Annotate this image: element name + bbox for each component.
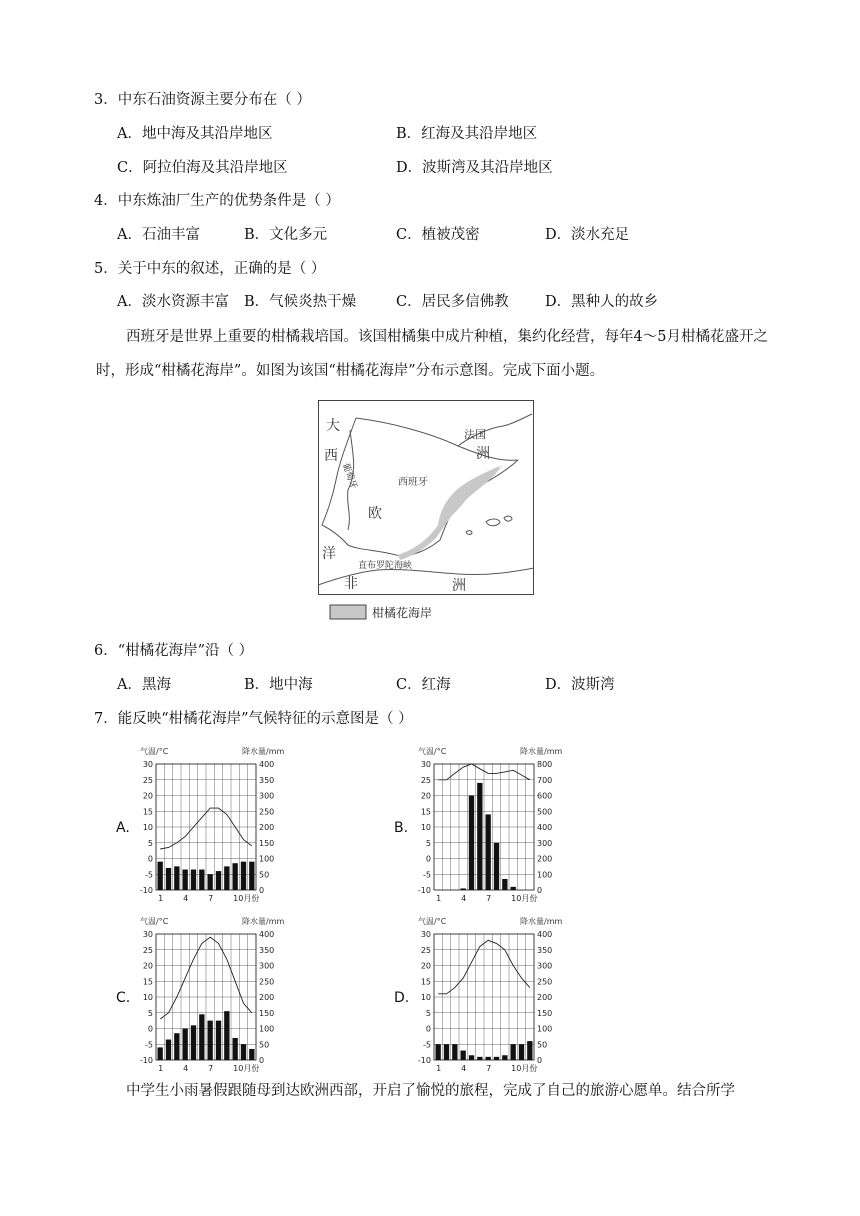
precip-tick-label: 200: [259, 993, 275, 1002]
precip-bar: [224, 866, 229, 890]
label-gibraltar: 直布罗陀海峡: [358, 561, 413, 571]
q6-option-d[interactable]: D．波斯湾: [545, 677, 615, 693]
temp-tick-label: 5: [147, 1008, 153, 1018]
q5-option-c[interactable]: C．居民多信佛教: [396, 294, 509, 310]
precip-tick-label: 800: [537, 760, 553, 769]
label-france: 法国: [464, 428, 486, 441]
precip-bar: [519, 1044, 524, 1060]
spain-citrus-coast-map: [318, 400, 534, 626]
precip-axis-label: 降水量/mm: [242, 917, 285, 926]
temp-tick-label: 10: [420, 993, 431, 1002]
precip-bar: [216, 1021, 221, 1060]
precip-tick-label: 300: [537, 961, 553, 971]
temp-axis-label: 气温/°C: [418, 917, 447, 926]
temp-tick-label: 20: [142, 961, 153, 971]
temp-axis-label: 气温/°C: [140, 747, 169, 756]
precip-tick-label: 400: [259, 930, 275, 939]
precip-tick-label: 250: [537, 977, 553, 987]
q4-option-b[interactable]: B．文化多元: [244, 227, 328, 243]
month-tick-label: 1: [436, 1064, 442, 1073]
precip-tick-label: 200: [537, 993, 553, 1002]
legend-swatch: [330, 605, 366, 619]
menorca-island: [504, 516, 512, 521]
temp-tick-label: 30: [420, 930, 431, 939]
temp-tick-label: 10: [142, 823, 153, 832]
question-7-stem: 7．能反映“柑橘花海岸”气候特征的示意图是（ ）: [94, 711, 413, 727]
month-tick-label: 7: [486, 894, 492, 903]
temp-tick-label: 0: [147, 1024, 153, 1034]
question-6-stem: 6．“柑橘花海岸”沿（ ）: [94, 643, 254, 659]
label-xi: 西: [324, 448, 338, 464]
precip-bar: [208, 1021, 213, 1060]
question-5-stem: 5．关于中东的叙述，正确的是（ ）: [94, 261, 326, 277]
label-portugal: 葡萄牙: [339, 461, 359, 491]
precip-tick-label: 300: [259, 961, 275, 971]
precip-tick-label: 100: [537, 1024, 553, 1034]
temp-tick-label: 5: [425, 1008, 431, 1018]
precip-bar: [241, 1044, 246, 1060]
precip-bar: [511, 887, 516, 890]
precip-bar: [477, 1057, 482, 1060]
label-zhou-europe: 洲: [476, 446, 490, 462]
question-3-stem: 3．中东石油资源主要分布在（ ）: [94, 92, 311, 108]
precip-tick-label: 0: [259, 886, 265, 895]
month-tick-label: 4: [183, 1064, 189, 1073]
q6-option-c[interactable]: C．红海: [396, 677, 451, 693]
precip-bar: [174, 866, 179, 890]
month-tick-label: 7: [486, 1064, 492, 1073]
temp-tick-label: -10: [139, 1056, 153, 1065]
precip-tick-label: 350: [259, 775, 275, 785]
q5-option-a[interactable]: A．淡水资源丰富: [117, 294, 229, 310]
precip-bar: [477, 783, 482, 890]
precip-tick-label: 150: [259, 838, 275, 848]
precip-bar: [208, 874, 213, 890]
ibiza-island: [466, 531, 472, 535]
q3-option-b[interactable]: B．红海及其沿岸地区: [396, 126, 538, 142]
precip-tick-label: 0: [537, 886, 543, 895]
climate-chart-a[interactable]: [114, 742, 294, 904]
chart-option-letter: B.: [394, 820, 409, 836]
precip-bar: [191, 870, 196, 890]
mallorca-island: [486, 519, 500, 526]
precip-tick-label: 150: [537, 1008, 553, 1018]
precip-tick-label: 700: [537, 775, 553, 785]
temp-tick-label: 0: [425, 854, 431, 864]
question-4-stem: 4．中东炼油厂生产的优势条件是（ ）: [94, 193, 340, 209]
legend-label: 柑橘花海岸: [372, 606, 433, 620]
precip-tick-label: 400: [259, 760, 275, 769]
q3-option-d[interactable]: D．波斯湾及其沿岸地区: [396, 160, 553, 176]
temp-tick-label: 20: [142, 791, 153, 801]
precip-bar: [233, 1038, 238, 1060]
label-da: 大: [326, 418, 340, 434]
precip-tick-label: 350: [259, 945, 275, 955]
precip-tick-label: 300: [537, 838, 553, 848]
climate-chart-d[interactable]: [392, 912, 572, 1074]
precip-tick-label: 50: [259, 1040, 270, 1050]
climate-chart-b[interactable]: [392, 742, 572, 904]
q4-option-c[interactable]: C．植被茂密: [396, 227, 480, 243]
q4-option-a[interactable]: A．石油丰富: [117, 227, 200, 243]
precip-bar: [494, 1057, 499, 1060]
precip-axis-label: 降水量/mm: [520, 917, 563, 926]
precip-tick-label: 250: [259, 977, 275, 987]
chart-option-letter: D.: [394, 990, 410, 1006]
month-tick-label: 4: [461, 894, 467, 903]
temp-tick-label: -10: [139, 886, 153, 895]
q6-option-a[interactable]: A．黑海: [117, 677, 171, 693]
precip-bar: [461, 888, 466, 890]
temp-tick-label: 20: [420, 791, 431, 801]
precip-bar: [486, 1057, 491, 1060]
month-tick-label: 4: [461, 1064, 467, 1073]
precip-bar: [216, 871, 221, 890]
precip-bar: [249, 862, 254, 890]
temp-tick-label: 10: [142, 993, 153, 1002]
precip-bar: [486, 814, 491, 890]
month-tick-label: 1: [158, 894, 164, 903]
temp-tick-label: 5: [425, 838, 431, 848]
label-fei: 非: [344, 576, 358, 592]
month-tick-label: 10月份: [511, 894, 538, 903]
precip-bar: [502, 1055, 507, 1060]
temp-tick-label: 30: [142, 760, 153, 769]
precip-bar: [241, 862, 246, 890]
precip-bar: [158, 1047, 163, 1060]
precip-bar: [461, 1051, 466, 1060]
precip-bar: [444, 1044, 449, 1060]
precip-tick-label: 250: [259, 807, 275, 817]
precip-bar: [166, 868, 171, 890]
temp-tick-label: 5: [147, 838, 153, 848]
temp-tick-label: 15: [142, 977, 153, 987]
temp-tick-label: 25: [142, 775, 153, 785]
precip-tick-label: 0: [537, 1056, 543, 1065]
precip-bar: [166, 1040, 171, 1060]
passage-spain-citrus: 西班牙是世界上重要的柑橘栽培国。该国柑橘集中成片种植，集约化经营，每年4～5月柑橘花盛开之时，形成“柑橘花海岸”。如图为该国“柑橘花海岸”分布示意图。完成下面小题。: [96, 329, 768, 379]
precip-bar: [469, 796, 474, 891]
precip-bar: [191, 1025, 196, 1060]
precip-bar: [199, 870, 204, 890]
month-tick-label: 1: [158, 1064, 164, 1073]
label-ou: 欧: [368, 506, 382, 522]
precip-bar: [494, 843, 499, 890]
chart-option-letter: A.: [116, 820, 130, 836]
month-tick-label: 10月份: [233, 894, 260, 903]
q5-option-b[interactable]: B．气候炎热干燥: [244, 294, 357, 310]
temp-tick-label: 25: [142, 945, 153, 955]
precip-bar: [174, 1033, 179, 1060]
precip-bar: [511, 1044, 516, 1060]
precip-tick-label: 50: [259, 870, 270, 880]
temp-tick-label: -10: [417, 1056, 431, 1065]
precip-axis-label: 降水量/mm: [520, 747, 563, 756]
temp-tick-label: -10: [417, 886, 431, 895]
precip-tick-label: 100: [259, 854, 275, 864]
precip-bar: [469, 1055, 474, 1060]
q6-option-b[interactable]: B．地中海: [244, 677, 313, 693]
temp-axis-label: 气温/°C: [418, 747, 447, 756]
temp-tick-label: -5: [145, 1040, 153, 1050]
precip-bar: [183, 1029, 188, 1061]
temp-tick-label: 20: [420, 961, 431, 971]
temp-tick-label: 25: [420, 945, 431, 955]
q4-option-d[interactable]: D．淡水充足: [545, 227, 630, 243]
precip-tick-label: 300: [259, 791, 275, 801]
precip-tick-label: 600: [537, 791, 553, 801]
label-zhou-africa: 洲: [452, 578, 466, 594]
month-tick-label: 7: [208, 1064, 214, 1073]
map-frame: [319, 401, 534, 595]
precip-axis-label: 降水量/mm: [242, 747, 285, 756]
month-tick-label: 1: [436, 894, 442, 903]
temp-tick-label: 25: [420, 775, 431, 785]
precip-tick-label: 100: [259, 1024, 275, 1034]
chart-option-letter: C.: [116, 990, 131, 1006]
temp-tick-label: 15: [420, 807, 431, 817]
temp-tick-label: 30: [142, 930, 153, 939]
temp-tick-label: -5: [423, 870, 431, 880]
precip-tick-label: 100: [537, 870, 553, 880]
month-tick-label: 10月份: [233, 1064, 260, 1073]
precip-tick-label: 200: [259, 823, 275, 832]
precip-tick-label: 50: [537, 1040, 548, 1050]
precip-bar: [436, 1044, 441, 1060]
temp-tick-label: 30: [420, 760, 431, 769]
precip-bar: [249, 1049, 254, 1060]
q5-option-d[interactable]: D．黑种人的故乡: [545, 294, 659, 310]
precip-bar: [183, 870, 188, 890]
precip-tick-label: 400: [537, 930, 553, 939]
precip-tick-label: 150: [259, 1008, 275, 1018]
precip-tick-label: 350: [537, 945, 553, 955]
precip-tick-label: 400: [537, 823, 553, 832]
passage-travel: 中学生小雨暑假跟随母到达欧洲西部，开启了愉悦的旅程，完成了自己的旅游心愿单。结合所学: [126, 1083, 735, 1099]
precip-bar: [224, 1011, 229, 1060]
precip-bar: [502, 879, 507, 890]
climate-chart-c[interactable]: [114, 912, 294, 1074]
temp-tick-label: 15: [420, 977, 431, 987]
q3-option-c[interactable]: C．阿拉伯海及其沿岸地区: [117, 160, 288, 176]
temp-tick-label: -5: [423, 1040, 431, 1050]
temp-tick-label: -5: [145, 870, 153, 880]
precip-tick-label: 500: [537, 807, 553, 817]
precip-bar: [527, 1041, 532, 1060]
month-tick-label: 10月份: [511, 1064, 538, 1073]
precip-tick-label: 0: [259, 1056, 265, 1065]
temp-tick-label: 15: [142, 807, 153, 817]
precip-bar: [452, 1044, 457, 1060]
precip-bar: [199, 1014, 204, 1060]
temp-tick-label: 10: [420, 823, 431, 832]
temp-tick-label: 0: [147, 854, 153, 864]
month-tick-label: 7: [208, 894, 214, 903]
label-yang: 洋: [322, 546, 336, 562]
month-tick-label: 4: [183, 894, 189, 903]
precip-tick-label: 200: [537, 854, 553, 864]
temp-axis-label: 气温/°C: [140, 917, 169, 926]
temp-tick-label: 0: [425, 1024, 431, 1034]
label-spain: 西班牙: [398, 477, 428, 488]
precip-bar: [233, 863, 238, 890]
q3-option-a[interactable]: A．地中海及其沿岸地区: [117, 126, 273, 142]
precip-bar: [158, 862, 163, 890]
